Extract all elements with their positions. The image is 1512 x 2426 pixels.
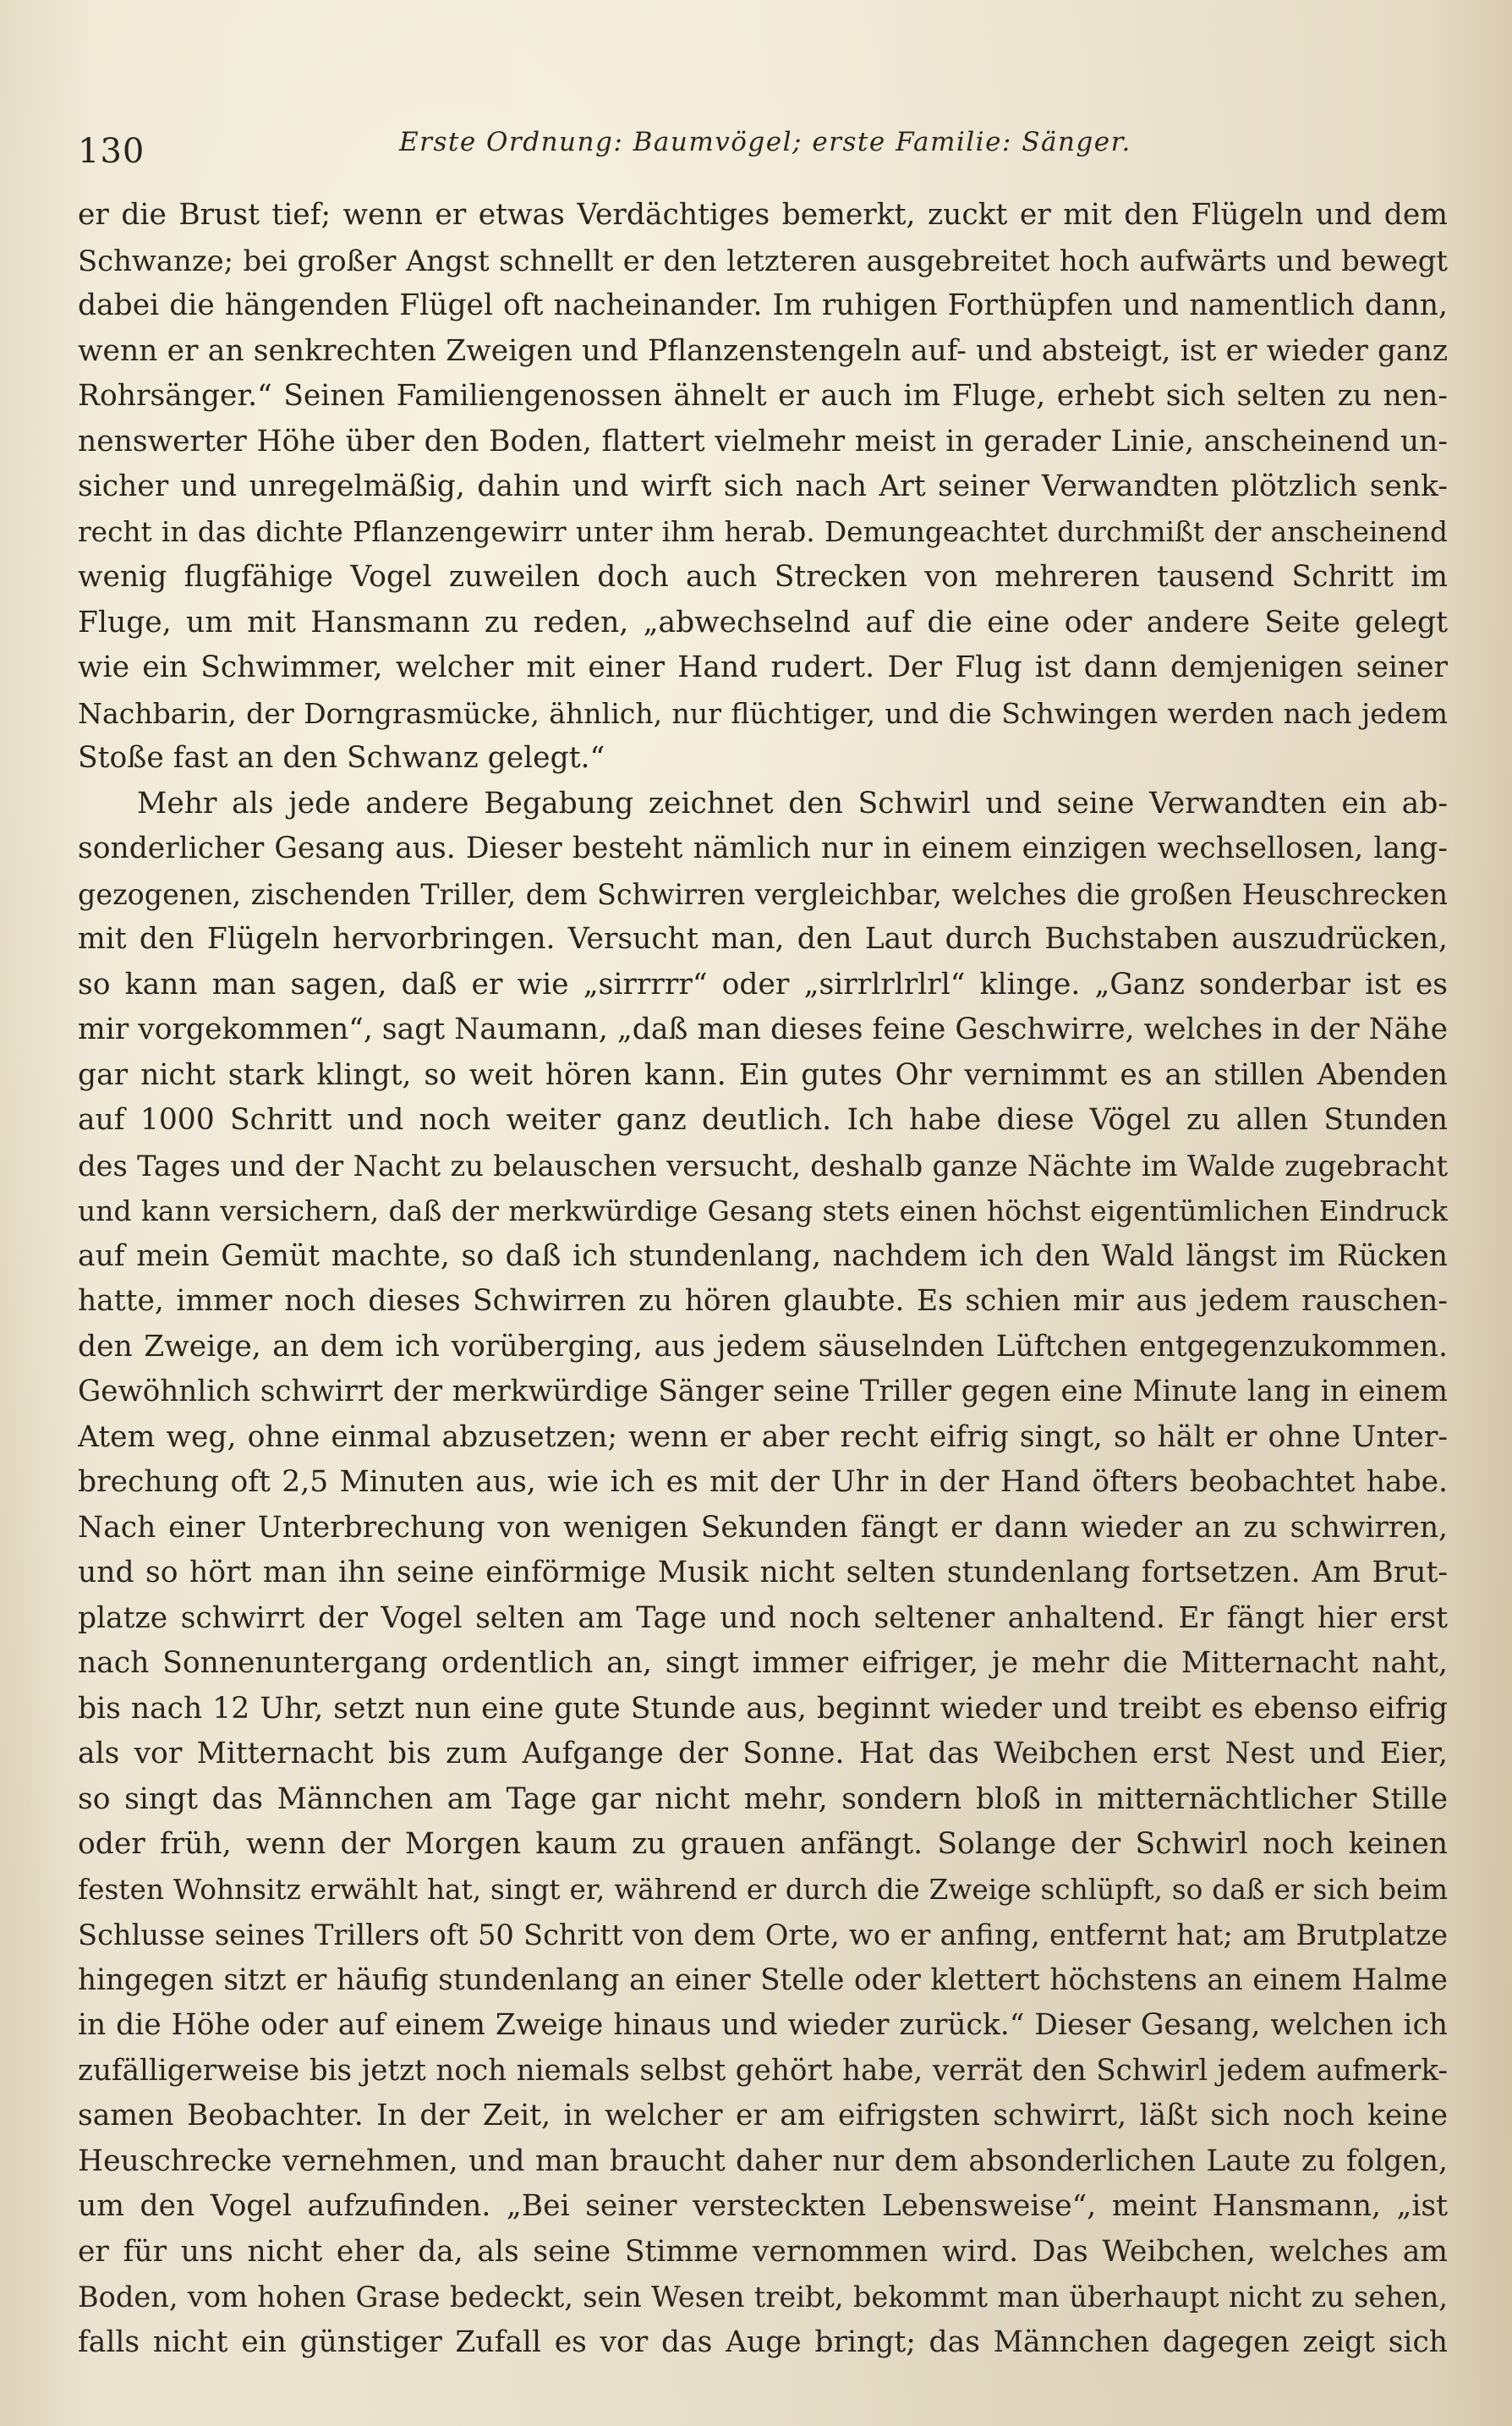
text-line: sicher und unregelmäßig, dahin und wirft sich nach Art seiner Verwandten plötzlich senk- (78, 469, 1448, 503)
text-line: den Zweige, an dem ich vorüberging, aus jedem säuselnden Lüftchen entgegenzukommen. (78, 1329, 1448, 1364)
body-text (78, 193, 1448, 2365)
paragraph-start-line: Mehr als jede andere Begabung zeichnet den Schwirl und seine Verwandten ein ab- (137, 786, 1448, 821)
text-line: brechung oft 2,5 Minuten aus, wie ich es mit der Uhr in der Hand öfters beobachtet habe. (78, 1465, 1448, 1499)
page-number: 130 (78, 132, 145, 171)
text-line: gezogenen, zischenden Triller, dem Schwirren vergleichbar, welches die großen Heuschrecken (78, 877, 1448, 911)
text-line: wie ein Schwimmer, welcher mit einer Hand rudert. Der Flug ist dann demjenigen seiner (78, 650, 1448, 684)
text-line: in die Höhe oder auf einem Zweige hinaus und wieder zurück.“ Dieser Gesang, welchen ich (78, 2008, 1448, 2042)
text-line: mir vorgekommen“, sagt Naumann, „daß man dieses feine Geschwirre, welches in der Nähe (78, 1013, 1448, 1046)
text-line: oder früh, wenn der Morgen kaum zu grauen anfängt. Solange der Schwirl noch keinen (78, 1827, 1448, 1861)
text-line: Schlusse seines Trillers oft 50 Schritt von dem Orte, wo er anfing, entfernt hat; am Brutplatze (78, 1918, 1448, 1951)
text-line: als vor Mitternacht bis zum Aufgange der Sonne. Hat das Weibchen erst Nest und Eier, (78, 1737, 1448, 1770)
text-line: auf 1000 Schritt und noch weiter ganz deutlich. Ich habe diese Vögel zu allen Stunden (78, 1103, 1448, 1137)
text-line: zufälligerweise bis jetzt noch niemals selbst gehört habe, verrät den Schwirl jedem aufmerk- (78, 2053, 1448, 2088)
text-line: er für uns nicht eher da, als seine Stimme vernommen wird. Das Weibchen, welches am (78, 2234, 1448, 2269)
text-line: Atem weg, ohne einmal abzusetzen; wenn er aber recht eifrig singt, so hält er ohne Unter- (78, 1419, 1448, 1454)
text-line: bis nach 12 Uhr, setzt nun eine gute Stunde aus, beginnt wieder und treibt es ebenso eifrig (78, 1691, 1448, 1726)
text-line: hatte, immer noch dieses Schwirren zu hören glaubte. Es schien mir aus jedem rauschen- (78, 1284, 1448, 1318)
text-line: festen Wohnsitz erwählt hat, singt er, während er durch die Zweige schlüpft, so daß er sich beim (78, 1873, 1448, 1906)
text-line: Fluge, um mit Hansmann zu reden, „abwechselnd auf die eine oder andere Seite gelegt (78, 605, 1448, 639)
text-line: Boden, vom hohen Grase bedeckt, sein Wesen treibt, bekommt man überhaupt nicht zu sehen, (78, 2281, 1448, 2313)
text-line: Rohrsänger.“ Seinen Familiengenossen ähnelt er auch im Fluge, erhebt sich selten zu nen- (78, 379, 1448, 413)
text-line: recht in das dichte Pflanzengewirr unter ihm herab. Demungeachtet durchmißt der anscheinend (78, 515, 1448, 548)
text-line: wenn er an senkrechten Zweigen und Pflanzenstengeln auf- und absteigt, ist er wieder ganz (78, 333, 1448, 368)
text-line: er die Brust tief; wenn er etwas Verdächtiges bemerkt, zuckt er mit den Flügeln und dem (78, 198, 1448, 232)
text-line: so singt das Männchen am Tage gar nicht mehr, sondern bloß in mitternächtlicher Stille (78, 1781, 1448, 1816)
page-header (78, 127, 1448, 178)
text-line: dabei die hängenden Flügel oft nacheinander. Im ruhigen Forthüpfen und namentlich dann, (78, 288, 1448, 322)
text-line: um den Vogel aufzufinden. „Bei seiner versteckten Lebensweise“, meint Hansmann, „ist (78, 2189, 1448, 2223)
text-line: Schwanze; bei großer Angst schnellt er den letzteren ausgebreitet hoch aufwärts und bewegt (78, 244, 1448, 277)
text-line: des Tages und der Nacht zu belauschen versucht, deshalb ganze Nächte im Walde zugebracht (78, 1149, 1448, 1183)
text-line: hingegen sitzt er häufig stundenlang an einer Stelle oder klettert höchstens an einem Halme (78, 1962, 1448, 1997)
text-line: Gewöhnlich schwirrt der merkwürdige Sänger seine Triller gegen eine Minute lang in einem (78, 1375, 1448, 1408)
text-line: sonderlicher Gesang aus. Dieser besteht nämlich nur in einem einzigen wechsellosen, lang- (78, 832, 1448, 865)
text-line: wenig flugfähige Vogel zuweilen doch auch Strecken von mehreren tausend Schritt im (78, 560, 1448, 594)
text-line: platze schwirrt der Vogel selten am Tage und noch seltener anhaltend. Er fängt hier erst (78, 1600, 1448, 1635)
text-line: nach Sonnenuntergang ordentlich an, singt immer eifriger, je mehr die Mitternacht naht, (78, 1646, 1448, 1680)
text-line: so kann man sagen, daß er wie „sirrrrr“ oder „sirrlrlrlrl“ klinge. „Ganz sonderbar ist es (78, 967, 1448, 1002)
text-line: gar nicht stark klingt, so weit hören kann. Ein gutes Ohr vernimmt es an stillen Abenden (78, 1057, 1448, 1092)
text-line: falls nicht ein günstiger Zufall es vor das Auge bringt; das Männchen dagegen zeigt sich (78, 2324, 1448, 2359)
text-line: auf mein Gemüt machte, so daß ich stundenlang, nachdem ich den Wald längst im Rücken (78, 1238, 1448, 1273)
text-line: Stoße fast an den Schwanz gelegt.“ (78, 741, 605, 775)
text-line: und kann versichern, daß der merkwürdige Gesang stets einen höchst eigentümlichen Eindruck (78, 1194, 1448, 1227)
text-line: nenswerter Höhe über den Boden, flattert vielmehr meist in gerader Linie, anscheinend un- (78, 424, 1448, 458)
text-line: Nach einer Unterbrechung von wenigen Sekunden fängt er dann wieder an zu schwirren, (78, 1510, 1448, 1545)
text-line: Heuschrecke vernehmen, und man braucht daher nur dem absonderlichen Laute zu folgen, (78, 2143, 1448, 2178)
text-line: und so hört man ihn seine einförmige Musik nicht selten stundenlang fortsetzen. Am Brut- (78, 1556, 1448, 1589)
text-line: samen Beobachter. In der Zeit, in welcher er am eifrigsten schwirrt, läßt sich noch keine (78, 2099, 1448, 2132)
text-line: mit den Flügeln hervorbringen. Versucht man, den Laut durch Buchstaben auszudrücken, (78, 922, 1448, 956)
text-line: Nachbarin, der Dorngrasmücke, ähnlich, nur flüchtiger, und die Schwingen werden nach jedem (78, 696, 1448, 730)
running-head: Erste Ordnung: Baumvögel; erste Familie: Sänger. (399, 127, 1131, 157)
